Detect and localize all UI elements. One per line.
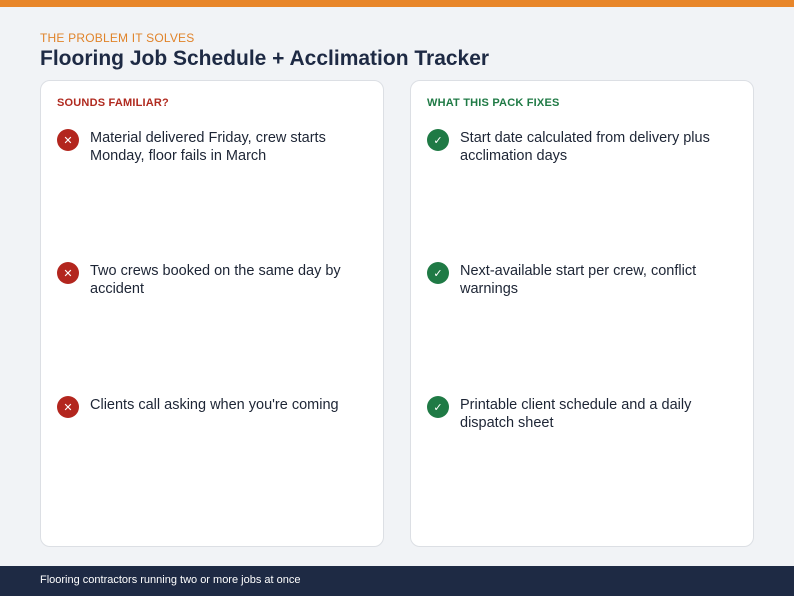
fix-item: [427, 262, 737, 298]
check-icon: ✓: [427, 396, 449, 418]
fix-text: Start date calculated from delivery plus acclimation days: [460, 130, 710, 164]
problem-text: Two crews booked on the same day by accident: [90, 263, 341, 297]
x-icon: ✕: [57, 129, 79, 151]
problem-text: Material delivered Friday, crew starts Monday, floor fails in March: [90, 130, 326, 164]
problem-item: [57, 396, 367, 418]
page-title: Flooring Job Schedule + Acclimation Tracker: [40, 47, 490, 70]
x-icon: ✕: [57, 262, 79, 284]
fixes-heading: WHAT THIS PACK FIXES: [427, 97, 560, 109]
problems-heading: SOUNDS FAMILIAR?: [57, 97, 169, 109]
footer-bar: [0, 566, 794, 596]
problem-item: [57, 262, 367, 298]
fix-text: Printable client schedule and a daily dispatch sheet: [460, 397, 692, 431]
problem-text: Clients call asking when you're coming: [90, 397, 339, 413]
fix-item: [427, 129, 737, 165]
problem-item: [57, 129, 367, 165]
section-eyebrow: THE PROBLEM IT SOLVES: [40, 31, 195, 45]
top-accent-bar: [0, 0, 794, 7]
fix-item: [427, 396, 737, 432]
footer-text: Flooring contractors running two or more jobs at once: [40, 574, 301, 586]
check-icon: ✓: [427, 129, 449, 151]
problems-card: [40, 80, 384, 547]
fixes-card: [410, 80, 754, 547]
check-icon: ✓: [427, 262, 449, 284]
x-icon: ✕: [57, 396, 79, 418]
fix-text: Next-available start per crew, conflict warnings: [460, 263, 697, 297]
